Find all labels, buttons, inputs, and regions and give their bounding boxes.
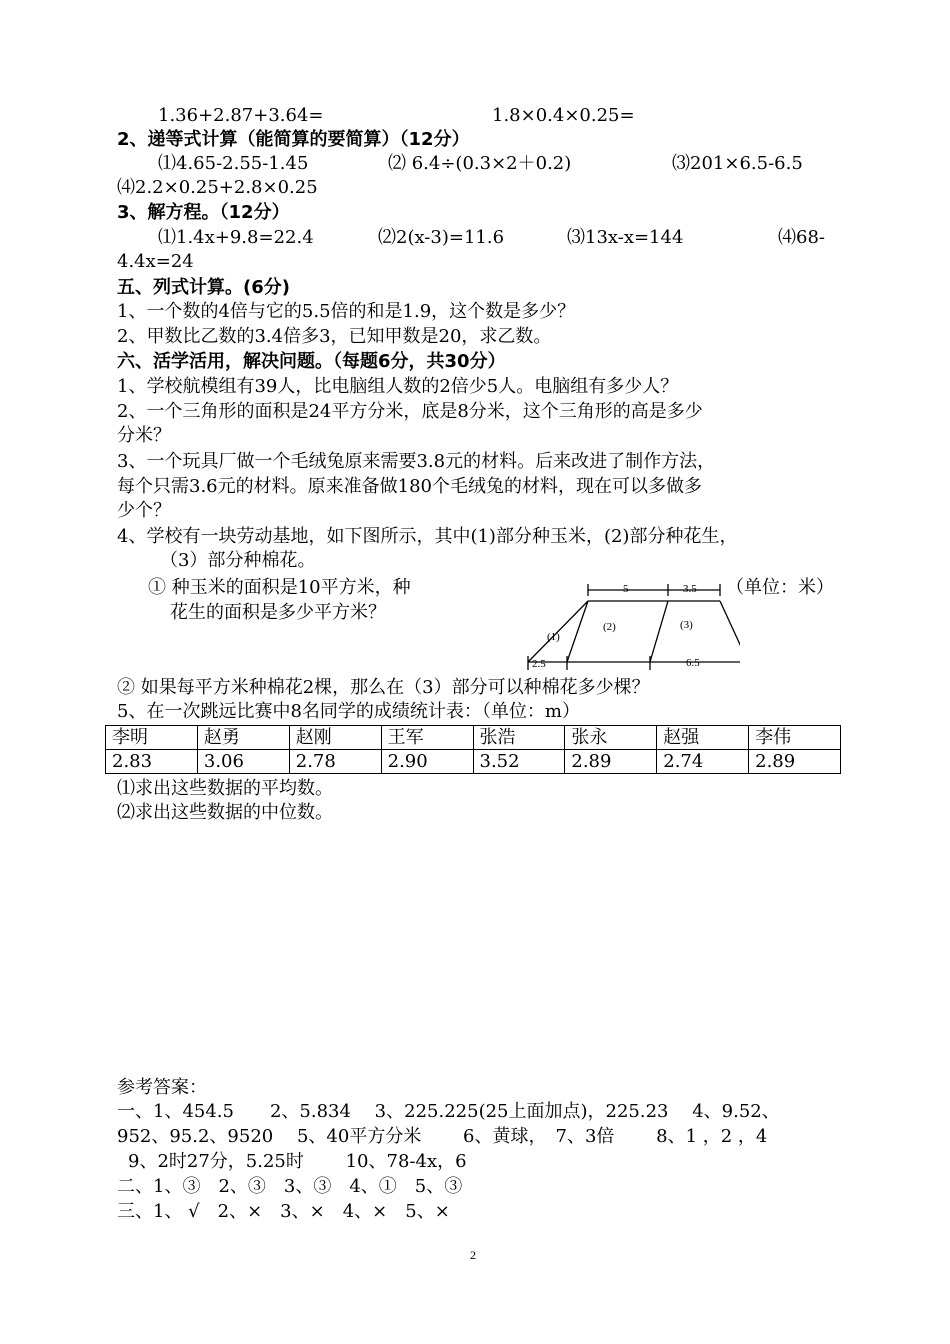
s6-question-5: 5、在一次跳远比赛中8名同学的成绩统计表：（单位：m） xyxy=(117,701,580,722)
s3-question-4b: 4.4x=24 xyxy=(117,251,194,272)
s6-question-4b: （3）部分种棉花。 xyxy=(160,550,316,571)
table-cell: 2.89 xyxy=(749,750,841,774)
bottom-right-length: 6.5 xyxy=(686,657,700,669)
table-cell: 李伟 xyxy=(749,726,841,750)
table-cell: 3.06 xyxy=(197,750,289,774)
table-cell: 张永 xyxy=(565,726,657,750)
s6-q4-sub1b: 花生的面积是多少平方米？ xyxy=(170,602,386,623)
answers-line-3: 9、2时27分，5.25时 10、78-4x，6 xyxy=(128,1151,467,1172)
table-cell: 李明 xyxy=(106,726,198,750)
s6-question-3c: 少个？ xyxy=(117,500,171,521)
s6-q5-sub-a: ⑴求出这些数据的平均数。 xyxy=(117,778,333,799)
top-right-length: 3.5 xyxy=(683,583,697,595)
s2-question-3: ⑶201×6.5-6.5 xyxy=(672,153,803,174)
s6-question-2a: 2、一个三角形的面积是24平方分米，底是8分米，这个三角形的高是多少 xyxy=(117,401,703,422)
table-cell: 3.52 xyxy=(473,750,565,774)
s6-q4-sub2: ② 如果每平方米种棉花2棵，那么在（3）部分可以种棉花多少棵？ xyxy=(117,677,650,698)
table-row-names xyxy=(106,726,841,750)
region-3-label: (3) xyxy=(680,619,693,631)
table-cell: 2.74 xyxy=(657,750,749,774)
expression-1: 1.36+2.87+3.64= xyxy=(158,105,324,126)
s6-q4-sub1a: ① 种玉米的面积是10平方米，种 xyxy=(148,577,411,598)
region-2-label: (2) xyxy=(603,621,616,633)
s2-question-4: ⑷2.2×0.25+2.8×0.25 xyxy=(117,177,318,198)
land-diagram xyxy=(520,578,740,673)
bottom-left-length: 2.5 xyxy=(532,658,546,670)
s5-question-2: 2、甲数比乙数的3.4倍多3，已知甲数是20，求乙数。 xyxy=(117,326,552,347)
section-2-title: 2、递等式计算（能简算的要简算）（12分） xyxy=(117,129,470,150)
s3-question-4a: ⑷68- xyxy=(778,227,825,248)
table-cell: 2.83 xyxy=(106,750,198,774)
table-row-scores xyxy=(106,750,841,774)
scores-table xyxy=(105,725,841,774)
s3-question-2: ⑵2(x-3)=11.6 xyxy=(378,227,505,248)
table-cell: 2.78 xyxy=(289,750,381,774)
top-left-length: 5 xyxy=(623,583,629,595)
s6-question-1: 1、学校航模组有39人，比电脑组人数的2倍少5人。电脑组有多少人？ xyxy=(117,376,679,397)
table-cell: 赵勇 xyxy=(197,726,289,750)
answers-line-5: 三、1、 √ 2、× 3、× 4、× 5、× xyxy=(117,1201,450,1222)
table-cell: 2.90 xyxy=(381,750,473,774)
s6-question-4a: 4、学校有一块劳动基地，如下图所示，其中(1)部分种玉米，(2)部分种花生， xyxy=(117,526,738,547)
expression-2: 1.8×0.4×0.25= xyxy=(492,105,635,126)
unit-label: （单位：米） xyxy=(726,577,834,598)
answers-line-2: 952、95.2、9520 5、40平方分米 6、黄球， 7、3倍 8、1 ，2 ，4 xyxy=(117,1126,768,1147)
s3-question-3: ⑶13x-x=144 xyxy=(567,227,684,248)
page-number: 2 xyxy=(470,1248,476,1262)
s2-question-2: ⑵ 6.4÷(0.3×2＋0.2) xyxy=(388,153,572,174)
s5-question-1: 1、一个数的4倍与它的5.5倍的和是1.9，这个数是多少？ xyxy=(117,301,576,322)
s6-question-3b: 每个只需3.6元的材料。原来准备做180个毛绒兔的材料，现在可以多做多 xyxy=(117,476,702,497)
s2-question-1: ⑴4.65-2.55-1.45 xyxy=(158,153,309,174)
section-5-title: 五、列式计算。(6分) xyxy=(117,277,290,298)
s3-question-1: ⑴1.4x+9.8=22.4 xyxy=(158,227,314,248)
table-cell: 赵刚 xyxy=(289,726,381,750)
region-1-label: (1) xyxy=(547,631,560,643)
table-cell: 2.89 xyxy=(565,750,657,774)
table-cell: 张浩 xyxy=(473,726,565,750)
answers-line-4: 二、1、③ 2、③ 3、③ 4、① 5、③ xyxy=(117,1176,463,1197)
s6-q5-sub-b: ⑵求出这些数据的中位数。 xyxy=(117,802,333,823)
table-cell: 王军 xyxy=(381,726,473,750)
answers-title: 参考答案： xyxy=(117,1077,207,1098)
table-cell: 赵强 xyxy=(657,726,749,750)
s6-question-3a: 3、一个玩具厂做一个毛绒兔原来需要3.8元的材料。后来改进了制作方法， xyxy=(117,451,716,472)
section-6-title: 六、活学活用，解决问题。（每题6分，共30分） xyxy=(117,351,506,372)
answers-line-1: 一、1、454.5 2、5.834 3、225.225(25上面加点)，225.23 4、9.52、 xyxy=(117,1101,780,1122)
section-3-title: 3、解方程。（12分） xyxy=(117,202,290,223)
s6-question-2b: 分米？ xyxy=(117,425,171,446)
